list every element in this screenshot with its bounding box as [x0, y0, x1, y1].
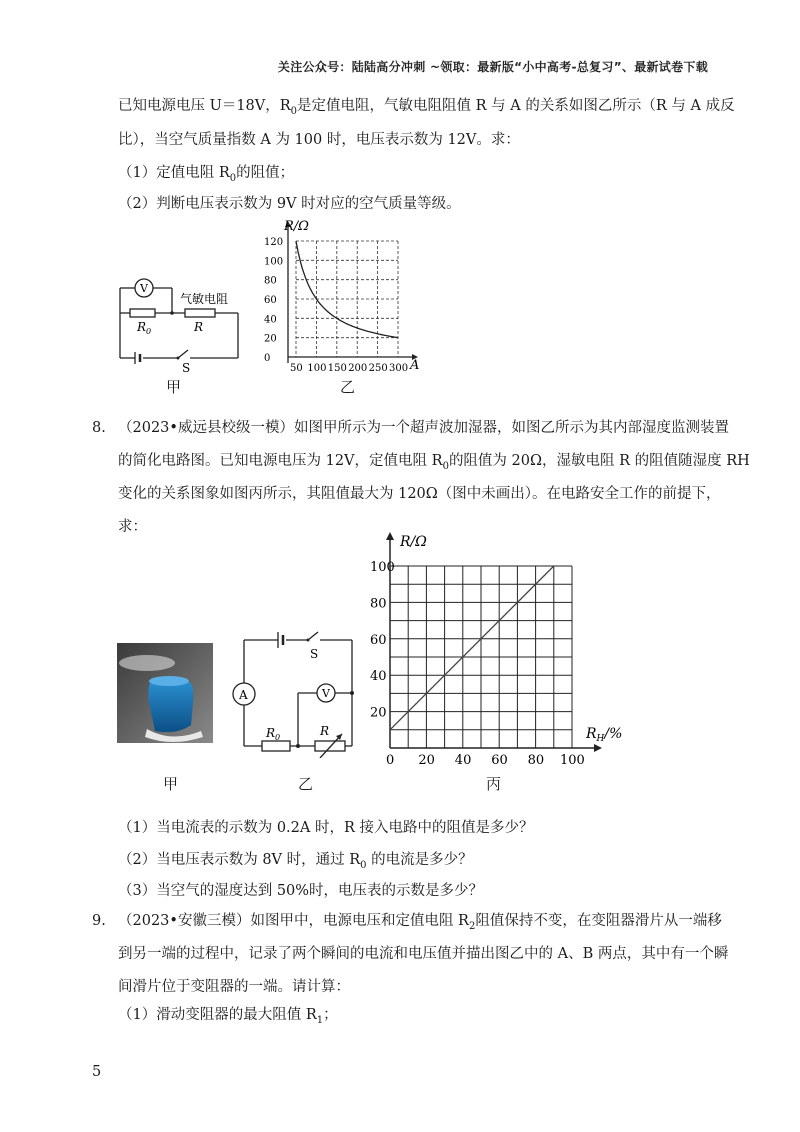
q9-line3: 间滑片位于变阻器的一端。请计算： [118, 979, 350, 995]
q8-chart-xtick: 100 [560, 753, 585, 768]
q7-chart-ylabel: R/Ω [284, 219, 309, 234]
q8-chart-xtick: 20 [418, 753, 435, 768]
q8-sub3: （3）当空气的湿度达到 50%时，电压表的示数是多少？ [118, 883, 484, 899]
q7-chart-curve [296, 241, 398, 338]
q8-line2: 的简化电路图。已知电源电压为 12V，定值电阻 $R_0$的阻值为 20Ω，湿敏电阻 R 的阻值随湿度 RH [118, 453, 750, 472]
q8-chart-ytick: 60 [370, 632, 387, 648]
q7-sub1: （1）定值电阻 $R_0$的阻值； [118, 165, 295, 184]
q9-line2: 到另一端的过程中，记录了两个瞬间的电流和电压值并描出图乙中的 A、B 两点，其中有一个瞬 [118, 946, 729, 962]
switch-label: S [182, 361, 191, 375]
q8-chart-r-vs-rh [364, 530, 634, 770]
q7-chart-ytick: 40 [264, 314, 277, 326]
q8-chart-ytick: 80 [370, 596, 387, 612]
voltmeter-label: V [322, 687, 330, 700]
q7-chart-ytick: 80 [264, 275, 277, 287]
r-label: R [194, 320, 204, 334]
q7-chart-xtick: 100 [307, 363, 327, 374]
q9-number: 9. [92, 913, 106, 929]
q7-chart-ytick: 20 [264, 333, 277, 345]
q8-sub2: （2）当电压表示数为 8V 时，通过 $R_0$ 的电流是多少？ [118, 852, 473, 871]
q7-chart-ytick: 0 [264, 353, 271, 364]
sensor-label: 气敏电阻 [180, 292, 229, 306]
q7-line1: 已知电源电压 U＝18V，$R_0$是定值电阻，气敏电阻阻值 R 与 A 的关系如图乙所示（R 与 A 成反 [118, 98, 735, 117]
voltmeter-label: V [140, 282, 148, 295]
q8-number: 8. [92, 420, 106, 436]
q7-chart-xtick: 50 [290, 363, 303, 374]
q8-chart-xlabel: $R_H/\%$ [586, 726, 623, 744]
q8-line3: 变化的关系图象如图丙所示，其阻值最大为 120Ω（图中未画出）。在电路安全工作的前提下， [118, 486, 721, 502]
q8-chart-xtick: 80 [527, 753, 545, 768]
q8-circuit-diagram [230, 628, 360, 758]
q8-chart-y-arrow [386, 532, 394, 540]
r0-label: $R_0$ [137, 320, 152, 336]
q7-chart-xlabel: A [410, 358, 420, 373]
q8-chart-ytick: 40 [370, 669, 387, 685]
q8-fig-yi-caption: 乙 [298, 775, 314, 793]
q8-chart-xtick: 0 [386, 753, 395, 768]
q8-chart-ylabel: R/Ω [400, 534, 427, 550]
q8-chart-xtick: 40 [454, 753, 472, 768]
q8-chart-line [390, 566, 554, 730]
q7-sub2: （2）判断电压表示数为 9V 时对应的空气质量等级。 [118, 196, 461, 212]
q7-fig-jia-caption: 甲 [166, 378, 182, 396]
q7-circuit-diagram [110, 268, 250, 378]
r0-label: $R_0$ [266, 726, 281, 742]
page-number: 5 [92, 1064, 102, 1080]
q8-chart-x-arrow [594, 744, 602, 752]
q7-chart-xtick: 300 [389, 363, 409, 374]
q8-chart-ytick: 20 [370, 705, 387, 721]
q8-fig-jia-caption: 甲 [163, 775, 179, 793]
q7-chart-ytick: 60 [264, 295, 277, 306]
q8-line1: （2023•威远县校级一模）如图甲所示为一个超声波加湿器，如图乙所示为其内部湿度监测装置 [118, 420, 729, 436]
page-header: 关注公众号：陆陆高分冲刺 ~领取：最新版“小中高考-总复习”、最新试卷下载 [277, 60, 708, 74]
q8-fig-bing-caption: 丙 [486, 775, 502, 793]
ammeter-label: A [239, 688, 248, 702]
q9-sub1: （1）滑动变阻器的最大阻值 $R_1$； [118, 1007, 338, 1026]
humidifier-photo [117, 643, 213, 743]
q7-line2: 比），当空气质量指数 A 为 100 时，电压表示数为 12V。求： [118, 132, 520, 148]
q8-chart-ytick: 100 [370, 560, 395, 575]
q7-chart-xtick: 200 [348, 363, 368, 374]
switch-label: S [310, 647, 319, 661]
r-label: R [320, 724, 330, 738]
q8-line4: 求： [118, 519, 147, 535]
q7-chart-xtick: 250 [368, 363, 388, 374]
q8-chart-xtick: 60 [491, 753, 508, 768]
q7-chart-ytick: 120 [264, 237, 284, 248]
q7-fig-yi-caption: 乙 [340, 378, 356, 396]
q7-chart-ytick: 100 [264, 256, 284, 268]
q8-sub1: （1）当电流表的示数为 0.2A 时，R 接入电路中的阻值是多少？ [118, 820, 534, 836]
q9-line1: （2023•安徽三模）如图甲中，电源电压和定值电阻 $R_2$阻值保持不变，在变阻器滑片从一端移 [118, 913, 722, 932]
q7-chart-xtick: 150 [327, 363, 347, 374]
q7-chart-r-vs-a [258, 215, 428, 380]
